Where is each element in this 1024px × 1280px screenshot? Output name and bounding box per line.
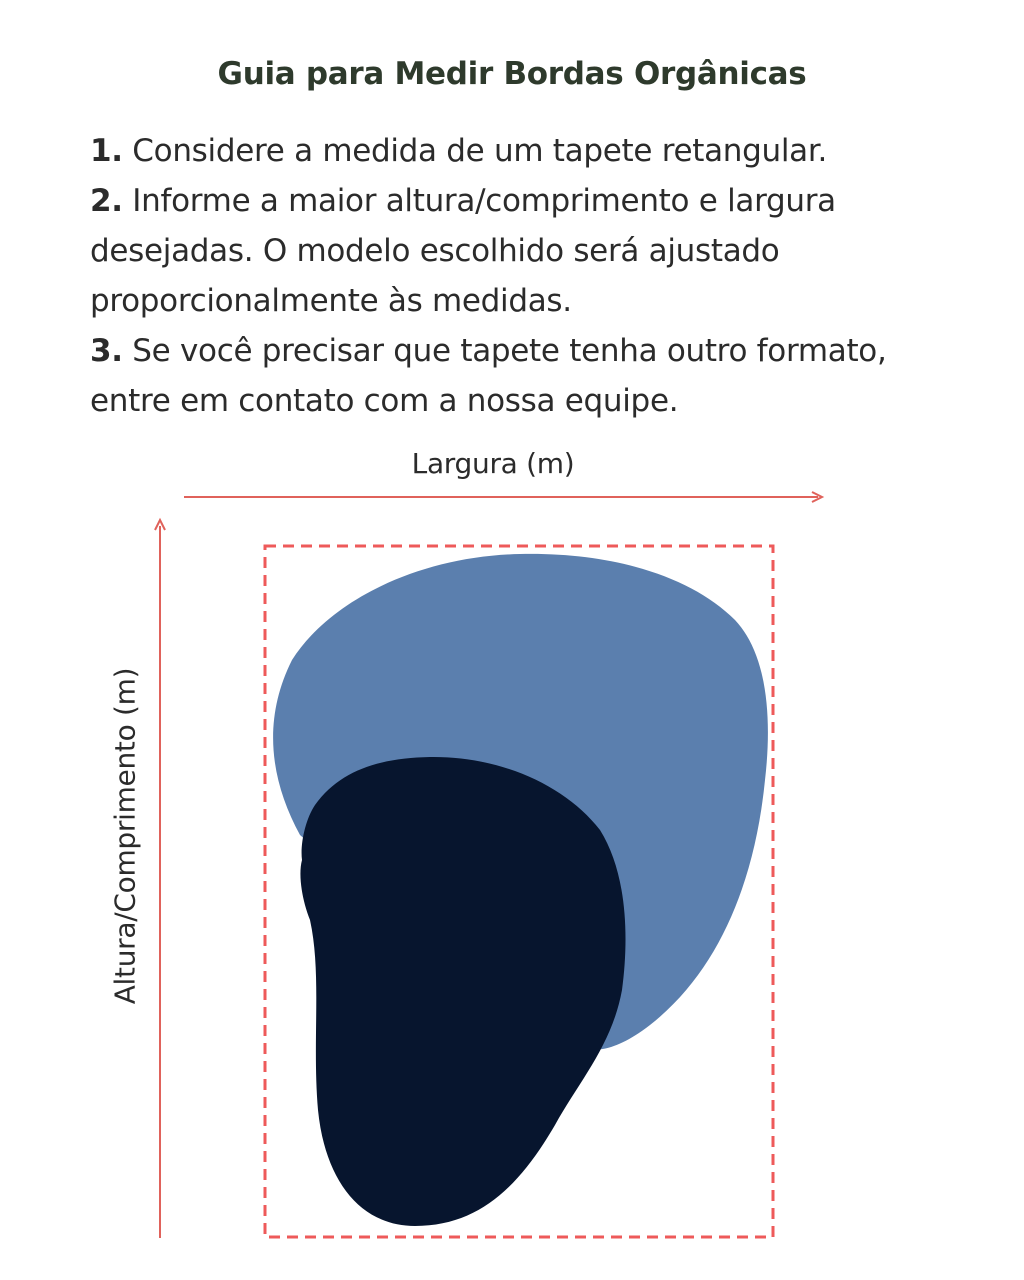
width-arrow (184, 492, 822, 502)
step-3-text: Se você precisar que tapete tenha outro formato, entre em contato com a nossa equipe. (90, 333, 887, 419)
step-3-number: 3. (90, 333, 123, 369)
page-title: Guia para Medir Bordas Orgânicas (217, 56, 807, 92)
height-arrow (155, 520, 165, 1238)
height-label: Altura/Comprimento (m) (108, 667, 142, 1005)
rug-dark-navy-shape (300, 757, 625, 1226)
step-2-text: Informe a maior altura/comprimento e largura desejadas. O modelo escolhido será ajustado proporcionalmente às medidas. (90, 183, 836, 319)
step-2-number: 2. (90, 183, 123, 219)
step-1-text: Considere a medida de um tapete retangular. (122, 133, 828, 169)
width-label: Largura (m) (411, 447, 575, 480)
step-1-number: 1. (90, 133, 123, 169)
